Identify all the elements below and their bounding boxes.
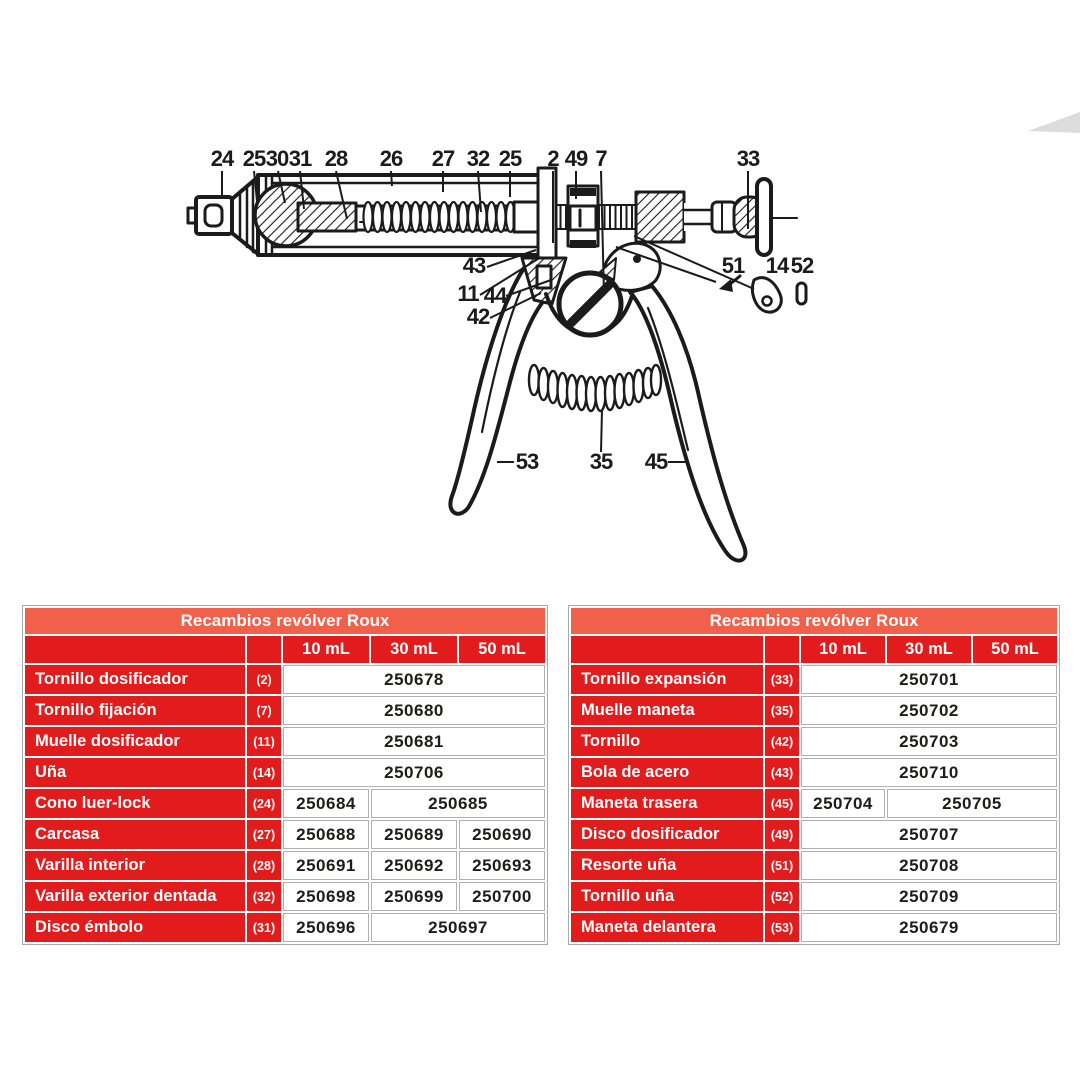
part-row [571,851,1057,880]
part-number-cell: 250703 [801,727,1057,756]
part-number-cell: 250691 [283,851,369,880]
part-ref-cell: (42) [765,727,799,756]
parts-table [22,605,548,945]
dosing-gear-block [568,186,598,248]
part-number-cell: 250701 [801,665,1057,694]
col-header-50ml: 50 mL [459,636,545,663]
part-name-cell: Maneta trasera [571,789,763,818]
part-number-cell: 250679 [801,913,1057,942]
diagram-label-28: 28 [324,146,348,171]
part-ref-cell: (14) [247,758,281,787]
part-row [571,882,1057,911]
part-number-cell: 250705 [887,789,1057,818]
parts-table-left [22,605,548,945]
col-header-10ml: 10 mL [283,636,369,663]
diagram-label-31: 31 [288,146,312,171]
part-number-cell: 250700 [459,882,545,911]
part-number-cell: 250689 [371,820,457,849]
part-name-cell: Cono luer-lock [25,789,245,818]
diagram-label-25: 25 [498,146,522,171]
diagram-label-2: 2 [547,146,559,171]
part-row [25,696,545,725]
diagram-label-14: 14 [765,253,789,278]
part-number-cell: 250710 [801,758,1057,787]
empty-header-cell [25,636,245,663]
part-number-cell: 250688 [283,820,369,849]
part-number-cell: 250709 [801,882,1057,911]
col-header-30ml: 30 mL [887,636,971,663]
part-row [571,727,1057,756]
part-name-cell: Tornillo dosificador [25,665,245,694]
part-ref-cell: (33) [765,665,799,694]
part-name-cell: Varilla exterior dentada [25,882,245,911]
table-title: Recambios revólver Roux [571,608,1057,634]
part-row [25,758,545,787]
diagram-label-24: 24 [210,146,234,171]
part-ref-cell: (32) [247,882,281,911]
part-ref-cell: (7) [247,696,281,725]
part-name-cell: Muelle dosificador [25,727,245,756]
part-number-cell: 250680 [283,696,545,725]
part-ref-cell: (31) [247,913,281,942]
rear-handle [630,286,745,561]
diagram-label-7: 7 [595,146,607,171]
empty-header-cell [765,636,799,663]
empty-header-cell [247,636,281,663]
part-row [571,696,1057,725]
col-header-50ml: 50 mL [973,636,1057,663]
part-ref-cell: (11) [247,727,281,756]
parts-table-right [568,605,1060,945]
part-number-cell: 250681 [283,727,545,756]
handle-spring [529,365,661,411]
part-name-cell: Muelle maneta [571,696,763,725]
pawl-part [752,278,781,312]
part-ref-cell: (2) [247,665,281,694]
rod-after-nut [684,203,714,231]
part-row [25,851,545,880]
diagram-label-43: 43 [462,253,486,278]
size-header-row [25,636,545,663]
part-number-cell: 250692 [371,851,457,880]
part-row [25,820,545,849]
expansion-knob [712,179,797,255]
part-number-cell: 250698 [283,882,369,911]
part-row [571,789,1057,818]
diagram-label-35: 35 [589,449,613,474]
diagram-label-32: 32 [466,146,490,171]
expansion-screw-bar [757,179,771,255]
part-number-cell: 250685 [371,789,545,818]
col-header-10ml: 10 mL [801,636,885,663]
part-number-cell: 250702 [801,696,1057,725]
part-name-cell: Disco dosificador [571,820,763,849]
size-header-row [571,636,1057,663]
diagram-label-53: 53 [515,449,539,474]
expansion-nut [636,192,684,242]
part-number-cell: 250708 [801,851,1057,880]
table-title: Recambios revólver Roux [25,608,545,634]
part-name-cell: Uña [25,758,245,787]
part-ref-cell: (27) [247,820,281,849]
part-row [25,913,545,942]
part-row [571,820,1057,849]
diagram-label-42: 42 [466,304,490,329]
part-ref-cell: (45) [765,789,799,818]
diagram-label-27: 27 [431,146,455,171]
part-row [571,913,1057,942]
part-number-cell: 250699 [371,882,457,911]
trigger-ring [559,273,621,335]
part-number-cell: 250684 [283,789,369,818]
parts-table [568,605,1060,945]
diagram-label-11: 11 [457,281,479,306]
part-name-cell: Tornillo expansión [571,665,763,694]
part-ref-cell: (43) [765,758,799,787]
pawl-screw [797,283,806,304]
part-row [25,727,545,756]
part-ref-cell: (24) [247,789,281,818]
part-name-cell: Tornillo [571,727,763,756]
diagram-label-49: 49 [564,146,588,171]
diagram-label-33: 33 [736,146,760,171]
part-ref-cell: (51) [765,851,799,880]
part-number-cell: 250706 [283,758,545,787]
part-name-cell: Disco émbolo [25,913,245,942]
part-number-cell: 250690 [459,820,545,849]
diagram-label-45: 45 [644,449,668,474]
diagram-label-25: 25 [242,146,266,171]
part-row [25,789,545,818]
part-row [25,882,545,911]
leader-line-26 [391,171,392,186]
part-name-cell: Bola de acero [571,758,763,787]
leader-line-35 [601,410,602,452]
diagram-label-51: 51 [721,253,745,278]
part-ref-cell: (49) [765,820,799,849]
part-ref-cell: (53) [765,913,799,942]
part-number-cell: 250697 [371,913,545,942]
part-ref-cell: (52) [765,882,799,911]
part-name-cell: Tornillo uña [571,882,763,911]
part-row [25,665,545,694]
diagram-label-44: 44 [483,283,507,308]
part-ref-cell: (35) [765,696,799,725]
part-name-cell: Tornillo fijación [25,696,245,725]
part-number-cell: 250678 [283,665,545,694]
part-number-cell: 250704 [801,789,885,818]
part-name-cell: Varilla interior [25,851,245,880]
part-row [571,665,1057,694]
part-name-cell: Carcasa [25,820,245,849]
part-number-cell: 250696 [283,913,369,942]
diagram-label-30: 30 [265,146,289,171]
part-row [571,758,1057,787]
part-number-cell: 250707 [801,820,1057,849]
luer-lock-tip [188,197,232,234]
gray-wedge-artifact [1028,112,1080,133]
empty-header-cell [571,636,763,663]
part-number-cell: 250693 [459,851,545,880]
col-header-30ml: 30 mL [371,636,457,663]
part-name-cell: Maneta delantera [571,913,763,942]
diagram-label-52: 52 [790,253,814,278]
diagram-label-26: 26 [379,146,403,171]
part-name-cell: Resorte uña [571,851,763,880]
part-ref-cell: (28) [247,851,281,880]
